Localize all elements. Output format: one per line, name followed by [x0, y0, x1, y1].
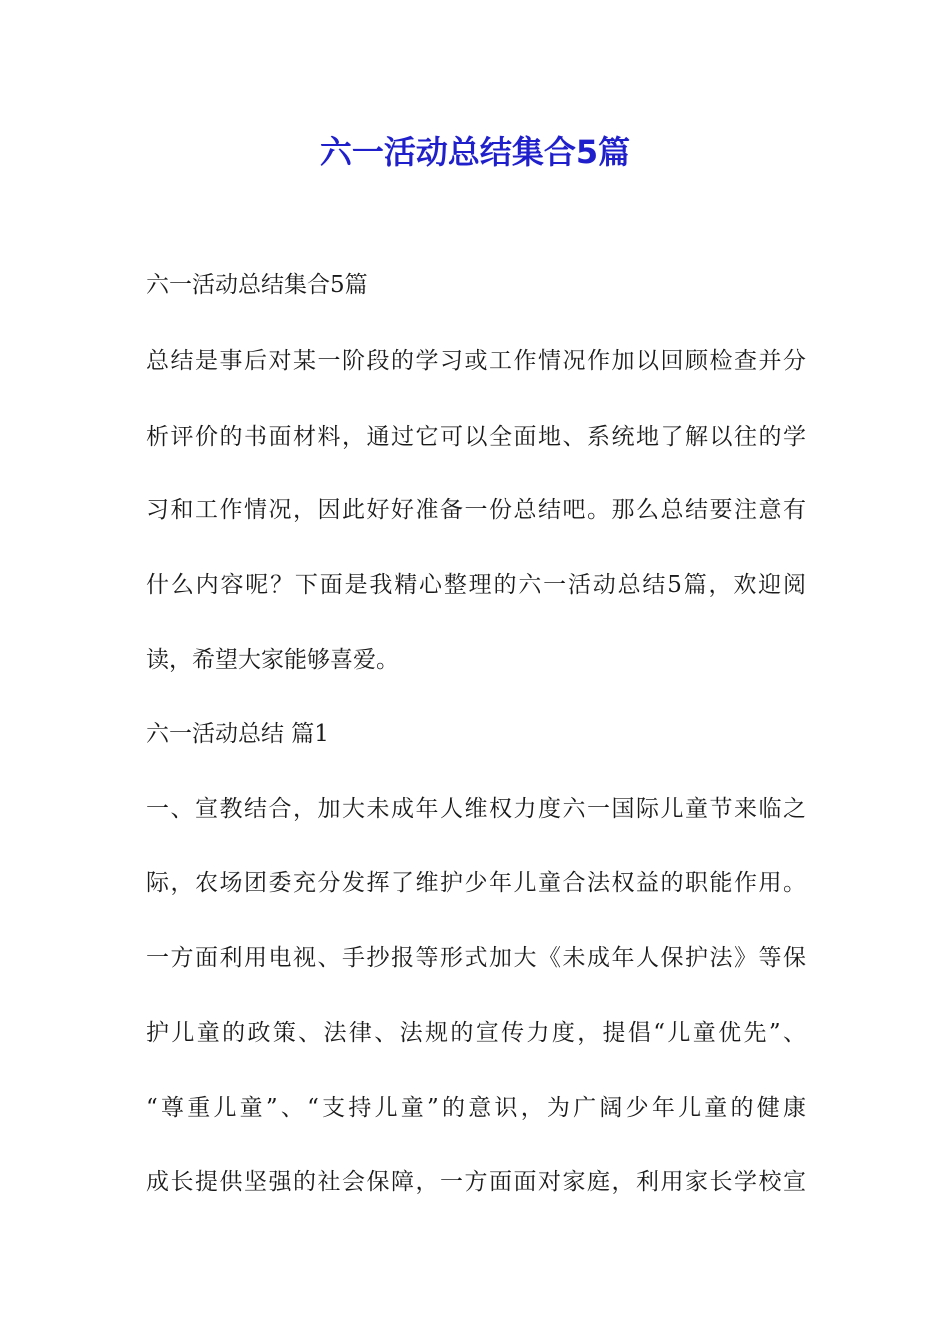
paragraph-line: 护儿童的政策、法律、法规的宣传力度，提倡“儿童优先”、 [146, 1020, 806, 1046]
paragraph-line: 成长提供坚强的社会保障，一方面面对家庭，利用家长学校宣 [146, 1169, 806, 1195]
paragraph-line: 际，农场团委充分发挥了维护少年儿童合法权益的职能作用。 [146, 870, 806, 896]
paragraph-line: 什么内容呢？下面是我精心整理的六一活动总结5篇，欢迎阅 [146, 572, 806, 598]
paragraph-line: 析评价的书面材料，通过它可以全面地、系统地了解以往的学 [146, 424, 806, 450]
subtitle-line: 六一活动总结集合5篇 [146, 272, 368, 298]
document-title: 六一活动总结集合5篇 [319, 133, 631, 171]
section-heading: 六一活动总结 篇1 [146, 721, 329, 747]
paragraph-line: 读，希望大家能够喜爱。 [146, 647, 399, 673]
paragraph-line: 一方面利用电视、手抄报等形式加大《未成年人保护法》等保 [146, 945, 806, 971]
paragraph-line: 一、宣教结合，加大未成年人维权力度六一国际儿童节来临之 [146, 796, 806, 822]
paragraph-line: 总结是事后对某一阶段的学习或工作情况作加以回顾检查并分 [146, 348, 806, 374]
paragraph-line: “尊重儿童”、“支持儿童”的意识，为广阔少年儿童的健康 [146, 1095, 806, 1121]
paragraph-line: 习和工作情况，因此好好准备一份总结吧。那么总结要注意有 [146, 497, 806, 523]
